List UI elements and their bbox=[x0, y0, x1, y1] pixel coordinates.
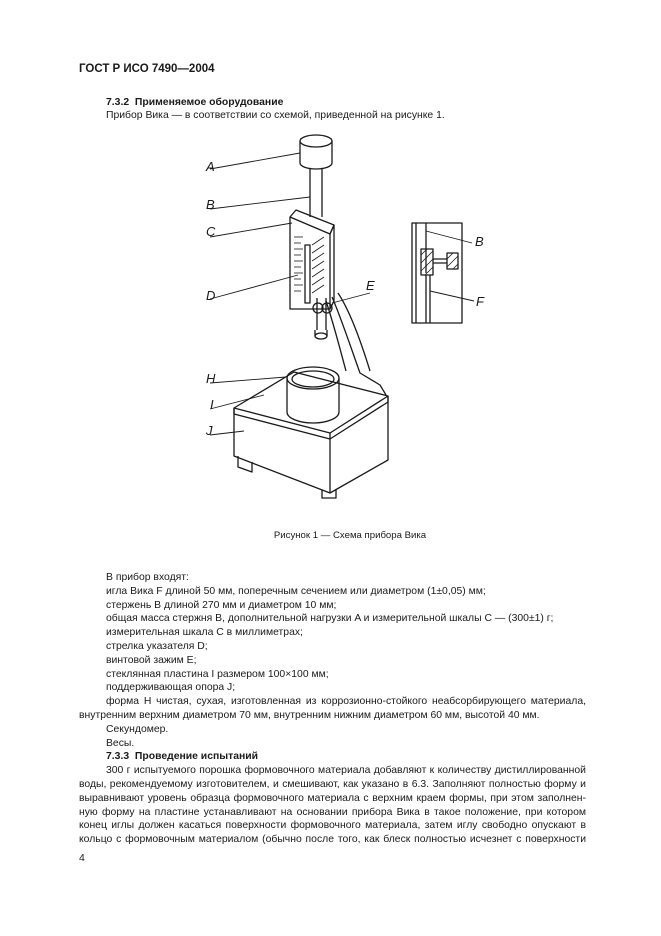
apparatus-lines bbox=[234, 135, 462, 498]
component-item: стержень B длиной 270 мм и диаметром 10 мм; bbox=[106, 599, 337, 611]
form-h-top bbox=[287, 367, 339, 389]
form-h-body bbox=[287, 378, 339, 423]
component-item: измерительная шкала C в миллиметрах; bbox=[106, 627, 303, 639]
label-c: C bbox=[206, 224, 216, 239]
page-number: 4 bbox=[79, 853, 85, 864]
label-inset-f: F bbox=[476, 294, 484, 309]
component-item: стрелка указателя D; bbox=[106, 640, 208, 652]
label-i: I bbox=[210, 397, 214, 412]
component-item: стеклянная пластина I размером 100×100 мм; bbox=[106, 668, 329, 680]
pointer-d bbox=[305, 245, 310, 303]
document-header: ГОСТ Р ИСО 7490—2004 bbox=[79, 63, 215, 75]
section-7-3-3-heading bbox=[79, 750, 586, 764]
component-item: общая масса стержня B, дополнительной нагрузки A и измерительной шкалы C — (300±1) г; bbox=[106, 613, 554, 625]
rod-b bbox=[310, 169, 322, 217]
form-h-line-2: внутренним верхним диаметром 70 мм, внутренним нижним диаметром 60 мм, высотой 40 мм. bbox=[79, 709, 540, 721]
stopwatch-item: Секундомер. bbox=[106, 723, 169, 735]
section-number: 7.3.2 bbox=[106, 97, 130, 108]
section-7-3-2-heading bbox=[106, 96, 283, 109]
vicat-apparatus-figure bbox=[190, 125, 510, 510]
scale-plate-c bbox=[290, 210, 334, 234]
section-number: 7.3.3 bbox=[106, 751, 130, 763]
components-intro: В прибор входят: bbox=[106, 572, 189, 583]
label-e: E bbox=[366, 278, 375, 293]
scales-item: Весы. bbox=[106, 737, 135, 749]
weight-a-top bbox=[300, 135, 332, 147]
support-column bbox=[332, 297, 386, 395]
label-b: B bbox=[206, 197, 215, 212]
figure-caption: Рисунок 1 — Схема прибора Вика bbox=[273, 530, 427, 541]
procedure-line: конец иглы должен касаться поверхности формовочного материала, затем иглу свободно опускают в bbox=[79, 820, 586, 832]
section-title: Применяемое оборудование bbox=[134, 97, 284, 108]
procedure-line: ную форму на пластине устанавливают на основании прибора Вика в такое положение, при котором bbox=[79, 806, 586, 818]
vicat-apparatus-drawing bbox=[190, 125, 510, 510]
figure-labels bbox=[205, 159, 485, 438]
label-j: J bbox=[206, 423, 213, 438]
procedure-line: воды, рекомендуемому изготовителем, и смешивают, как указано в 6.3. Заполняют полностью форму и bbox=[79, 778, 586, 790]
label-h: H bbox=[206, 371, 216, 386]
label-inset-b: B bbox=[475, 234, 484, 249]
procedure-line: выравнивают уровень образца формовочного материала с верхним краем формы, при этом заполнен- bbox=[79, 792, 586, 804]
component-item: поддерживающая опора J; bbox=[106, 682, 236, 694]
base-support-j bbox=[234, 372, 388, 493]
body-text bbox=[79, 571, 586, 847]
leader-lines bbox=[210, 153, 474, 435]
form-h-line-1: форма H чистая, сухая, изготовленная из коррозионно-стойкого неабсорбирующего материала, bbox=[106, 696, 586, 708]
component-item: винтовой зажим E; bbox=[106, 654, 197, 666]
procedure-line: кольцо с формовочным материалом (обычно после того, как блеск полностью исчезнет с поверхности bbox=[79, 834, 586, 846]
procedure-line: 300 г испытуемого порошка формовочного материала добавляют к количеству дистиллированной bbox=[106, 765, 586, 777]
section-title: Проведение испытаний bbox=[134, 751, 259, 763]
figure-intro-text: Прибор Вика — в соответствии со схемой, приведенной на рисунке 1. bbox=[106, 110, 445, 121]
glass-plate-i bbox=[234, 396, 388, 439]
label-a: A bbox=[206, 159, 215, 174]
label-d: D bbox=[206, 288, 216, 303]
component-item: игла Вика F длиной 50 мм, поперечным сечением или диаметром (1±0,05) мм; bbox=[106, 585, 486, 597]
